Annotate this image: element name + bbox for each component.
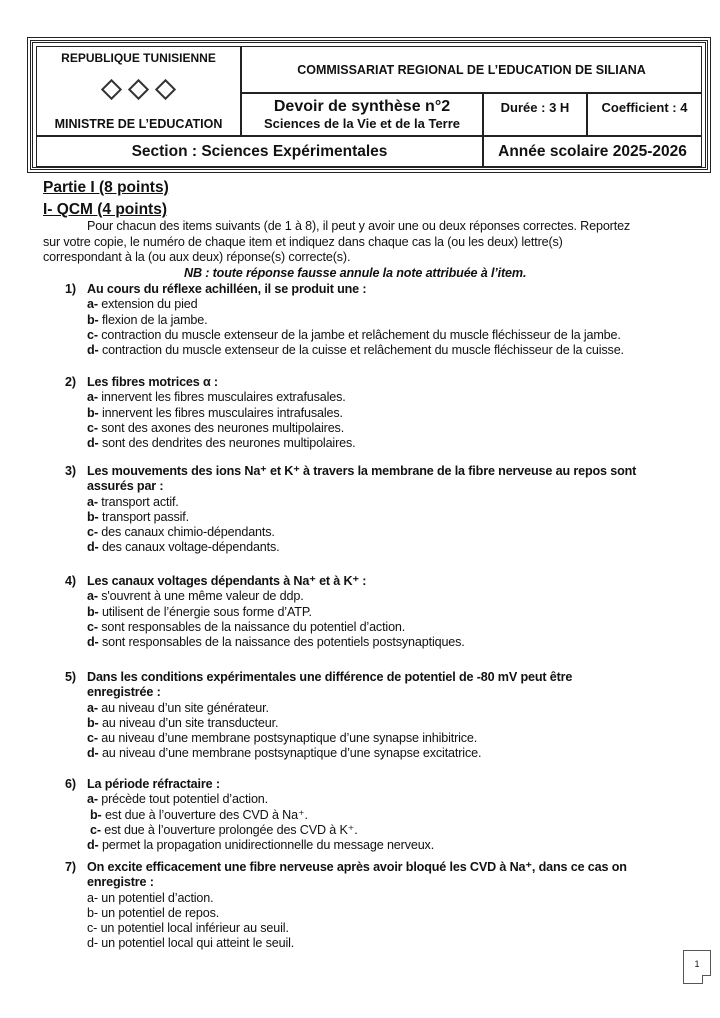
option-letter: a- <box>87 390 98 405</box>
option-text: permet la propagation unidirectionnelle du message nerveux. <box>101 838 435 853</box>
option-text: extension du pied <box>101 297 198 312</box>
question-number: 1) <box>65 282 76 296</box>
option-text: sont responsables de la naissance du potentiel d’action. <box>101 619 406 634</box>
option-letter: a- <box>87 890 98 905</box>
answer-option <box>87 297 624 312</box>
option-letter: b- <box>87 312 99 327</box>
year-label: Année scolaire 2025-2026 <box>498 142 687 160</box>
answer-option <box>87 510 636 525</box>
question-number: 6) <box>65 777 76 791</box>
answer-option <box>87 838 434 853</box>
exam-header <box>30 40 708 170</box>
question-stem: On excite efficacement une fibre nerveuse après avoir bloqué les CVD à Na⁺, dans ce cas on <box>87 860 627 874</box>
coefficient-label: Coefficient : 4 <box>601 100 688 115</box>
option-letter: c- <box>87 619 98 634</box>
instructions-line: Pour chacun des items suivants (de 1 à 8), il peut y avoir une ou deux réponses correctes. Reportez <box>87 219 631 233</box>
option-text: flexion de la jambe. <box>101 312 208 327</box>
option-letter: b- <box>87 715 99 730</box>
option-text: s'ouvrent à une même valeur de ddp. <box>101 589 304 604</box>
coefficient-cell <box>587 93 702 136</box>
year-cell <box>483 136 702 167</box>
answer-option <box>87 343 624 358</box>
question-stem: Les canaux voltages dépendants à Na⁺ et à K⁺ : <box>87 574 367 588</box>
question-3 <box>65 464 636 556</box>
option-letter: a- <box>87 589 98 604</box>
option-letter: d- <box>87 436 99 451</box>
question-stem: Les mouvements des ions Na⁺ et K⁺ à travers la membrane de la fibre nerveuse au repos sont <box>87 464 637 478</box>
question-4 <box>65 574 465 650</box>
option-letter: d- <box>87 936 98 951</box>
option-letter: a- <box>87 297 98 312</box>
answer-option <box>87 620 465 635</box>
question-number: 2) <box>65 375 76 389</box>
answer-option <box>87 328 624 343</box>
option-letter: d- <box>87 540 99 555</box>
option-text: un potentiel local qui atteint le seuil. <box>101 936 295 951</box>
answer-option <box>87 589 465 604</box>
answer-option <box>87 495 636 510</box>
question-number: 7) <box>65 860 76 874</box>
question-number: 5) <box>65 670 76 684</box>
question-stem: La période réfractaire : <box>87 777 220 791</box>
option-letter: c- <box>90 822 101 837</box>
question-stem: enregistre : <box>87 875 154 890</box>
question-stem: assurés par : <box>87 479 164 494</box>
option-text: au niveau d’un site générateur. <box>101 700 269 715</box>
duration-cell <box>483 93 587 136</box>
option-text: contraction du muscle extenseur de la jambe et relâchement du muscle fléchisseur de la jambe. <box>101 327 621 342</box>
answer-option <box>87 390 355 405</box>
option-text: sont responsables de la naissance des potentiels postsynaptiques. <box>101 635 465 650</box>
option-text: sont des axones des neurones multipolaires. <box>101 420 345 435</box>
answer-option <box>87 406 355 421</box>
answer-option <box>87 891 627 906</box>
answer-option <box>87 421 355 436</box>
header-left-cell <box>36 46 241 136</box>
option-letter: c- <box>87 731 98 746</box>
question-number: 4) <box>65 574 76 588</box>
option-text: sont des dendrites des neurones multipolaires. <box>101 436 356 451</box>
answer-option <box>87 540 636 555</box>
question-stem: Les fibres motrices α : <box>87 375 218 389</box>
option-letter: c- <box>87 327 98 342</box>
option-letter: a- <box>87 792 98 807</box>
emblem-diamonds <box>98 82 179 100</box>
exam-title: Devoir de synthèse n°2 <box>273 97 451 115</box>
duration-label: Durée : 3 H <box>500 100 570 115</box>
option-letter: d- <box>87 838 99 853</box>
answer-option <box>87 746 572 761</box>
option-letter: b- <box>90 807 102 822</box>
question-6 <box>65 777 434 853</box>
option-text: au niveau d’une membrane postsynaptique d’une synapse inhibitrice. <box>101 731 478 746</box>
question-1 <box>65 282 624 358</box>
option-letter: c- <box>87 525 98 540</box>
option-letter: c- <box>87 921 98 936</box>
ministry-label: MINISTRE DE L’EDUCATION <box>54 117 223 131</box>
option-text: des canaux voltage-dépendants. <box>101 540 280 555</box>
answer-option <box>87 635 465 650</box>
qcm-title: I- QCM (4 points) <box>43 201 167 218</box>
option-letter: b- <box>87 604 99 619</box>
option-text: au niveau d’un site transducteur. <box>101 715 279 730</box>
option-text: un potentiel d’action. <box>101 890 214 905</box>
answer-option <box>87 716 572 731</box>
answer-option <box>87 936 627 951</box>
option-letter: d- <box>87 635 99 650</box>
question-number: 3) <box>65 464 76 478</box>
exam-title-cell <box>241 93 483 136</box>
question-2 <box>65 375 355 451</box>
commissariat-label: COMMISSARIAT REGIONAL DE L’EDUCATION DE SILIANA <box>297 62 646 77</box>
option-text: est due à l’ouverture prolongée des CVD à K⁺. <box>104 822 358 837</box>
answer-option <box>87 436 355 451</box>
option-text: des canaux chimio-dépendants. <box>101 525 275 540</box>
answer-option <box>87 605 465 620</box>
option-text: transport passif. <box>101 509 189 524</box>
answer-option <box>87 906 627 921</box>
question-stem: Dans les conditions expérimentales une différence de potentiel de -80 mV peut être <box>87 670 573 684</box>
instructions-line: sur votre copie, le numéro de chaque item et indiquez dans chaque cas la (ou les deux) lettre(s) <box>43 235 563 249</box>
option-letter: a- <box>87 494 98 509</box>
answer-option <box>87 808 434 823</box>
part-title: Partie I (8 points) <box>43 179 169 196</box>
option-letter: b- <box>87 905 98 920</box>
option-text: un potentiel de repos. <box>101 905 220 920</box>
option-text: innervent les fibres musculaires intrafusales. <box>101 405 343 420</box>
subject-label: Sciences de la Vie et de la Terre <box>263 115 461 131</box>
answer-option <box>87 792 434 807</box>
answer-option <box>87 525 636 540</box>
option-letter: b- <box>87 405 99 420</box>
option-text: utilisent de l’énergie sous forme d’ATP. <box>101 604 312 619</box>
question-stem: Au cours du réflexe achilléen, il se produit une : <box>87 282 367 296</box>
answer-option <box>87 701 572 716</box>
nb-note: NB : toute réponse fausse annule la note attribuée à l’item. <box>184 266 527 280</box>
option-letter: a- <box>87 700 98 715</box>
question-7 <box>65 860 627 952</box>
answer-option <box>87 731 572 746</box>
option-text: contraction du muscle extenseur de la cuisse et relâchement du muscle fléchisseur de la cuisse. <box>101 343 624 358</box>
section-label: Section : Sciences Expérimentales <box>131 142 388 160</box>
answer-option <box>87 823 434 838</box>
page-number: 1 <box>683 950 711 984</box>
option-letter: d- <box>87 343 99 358</box>
section-cell <box>36 136 483 167</box>
answer-option <box>87 313 624 328</box>
option-text: précède tout potentiel d’action. <box>101 792 269 807</box>
option-text: est due à l’ouverture des CVD à Na⁺. <box>104 807 308 822</box>
option-text: transport actif. <box>101 494 179 509</box>
option-letter: c- <box>87 420 98 435</box>
instructions-line: correspondant à la (ou aux deux) réponse(s) correcte(s). <box>43 250 351 264</box>
option-text: au niveau d’une membrane postsynaptique d’une synapse excitatrice. <box>101 746 482 761</box>
answer-option <box>87 921 627 936</box>
option-letter: d- <box>87 746 99 761</box>
option-letter: b- <box>87 509 99 524</box>
option-text: un potentiel local inférieur au seuil. <box>100 921 289 936</box>
country-label: REPUBLIQUE TUNISIENNE <box>61 51 216 65</box>
question-stem: enregistrée : <box>87 685 161 700</box>
question-5 <box>65 670 572 762</box>
option-text: innervent les fibres musculaires extrafusales. <box>101 390 346 405</box>
commissariat-cell <box>241 46 702 93</box>
